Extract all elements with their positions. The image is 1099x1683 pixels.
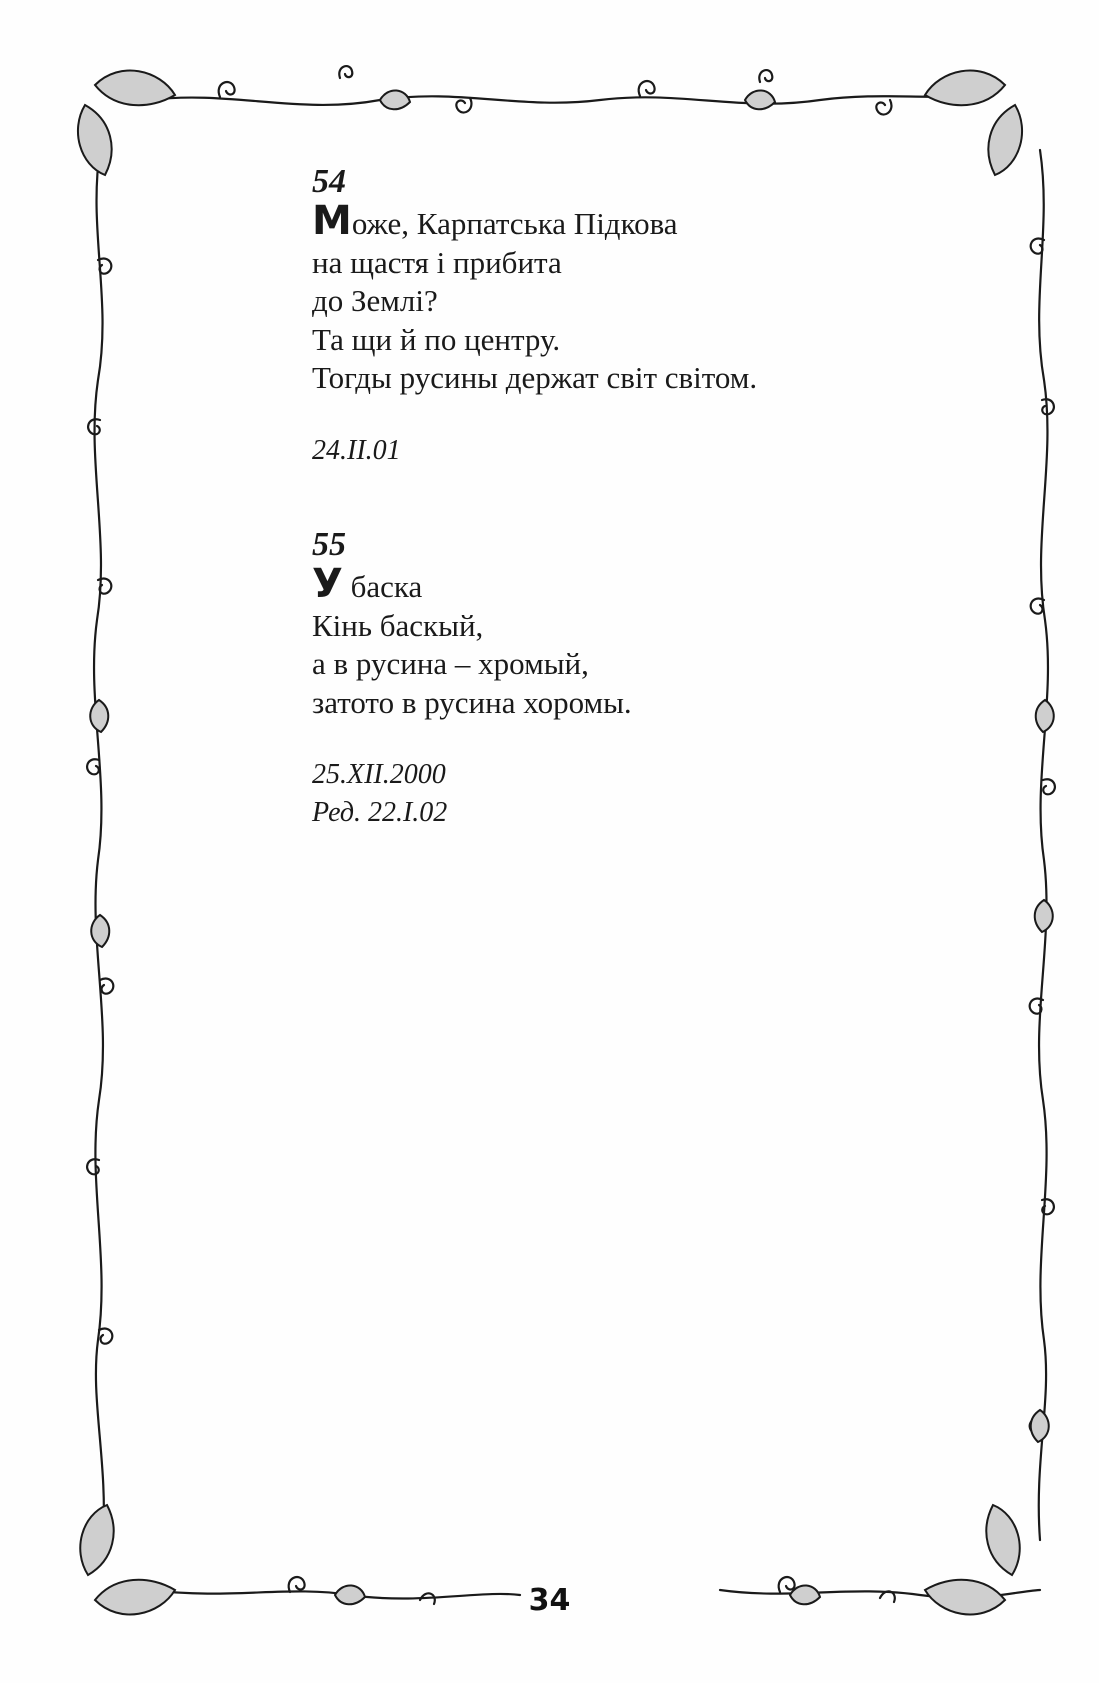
drop-initial: М — [312, 198, 352, 244]
poem-line: до Землі? — [312, 283, 438, 318]
poem-line: Та щи й по центру. — [312, 321, 561, 357]
poem-first-line — [312, 198, 757, 244]
poem-date: 24.II.01 — [312, 434, 401, 466]
poem-number: 54 — [312, 163, 346, 200]
poem-number: 55 — [312, 526, 346, 563]
poem-date: 25.XII.2000 — [312, 759, 446, 790]
poem-54 — [312, 162, 757, 470]
poem-line: затото в русина хоромы. — [312, 684, 632, 720]
poem-line: Кінь баскый, — [312, 607, 484, 643]
drop-initial: У — [312, 561, 343, 607]
poem-55 — [312, 525, 632, 832]
poem-line: а в русина – хромый, — [312, 646, 589, 681]
first-line-text: баска — [342, 569, 423, 604]
first-line-text: оже, Карпатська Підкова — [351, 206, 678, 241]
poem-edit-date: Ред. 22.I.02 — [312, 797, 448, 828]
poem-line: на щастя і прибита — [312, 244, 562, 280]
poem-first-line — [312, 561, 632, 607]
poem-line: Тогды русины держат світ світом. — [312, 360, 758, 395]
page-number: 34 — [528, 1583, 571, 1618]
